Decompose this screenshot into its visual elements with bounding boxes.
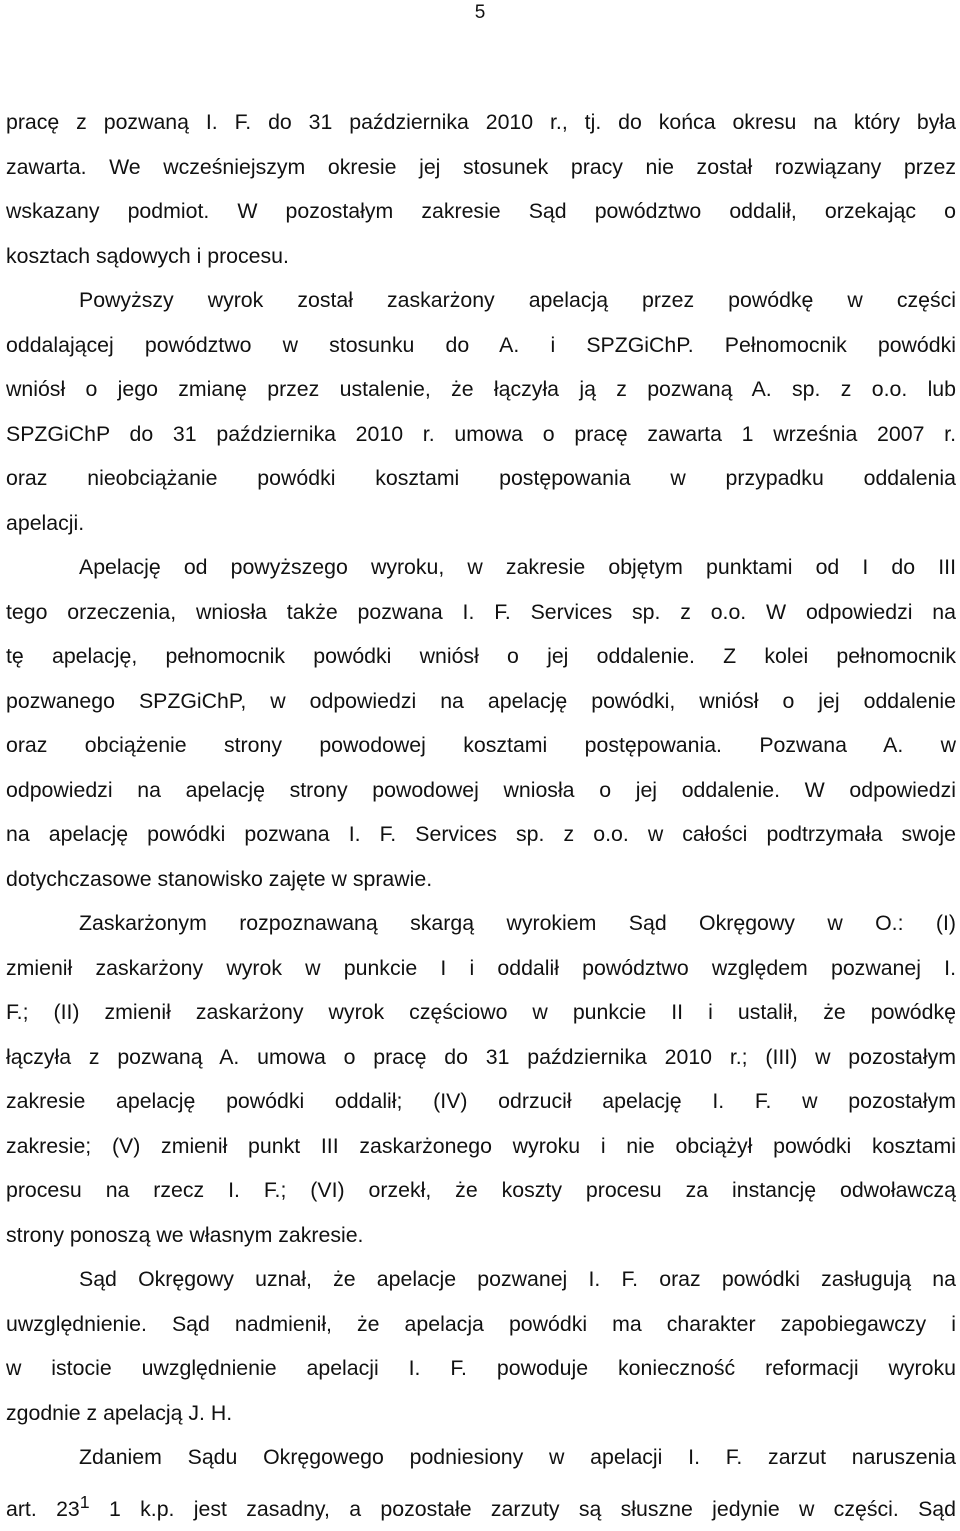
text-line: oddalającej powództwo w stosunku do A. i SPZGiChP. Pełnomocnik powódki: [6, 323, 956, 368]
text-line: pracę z pozwaną I. F. do 31 października 2010 r., tj. do końca okresu na który była: [6, 100, 956, 145]
text-line: odpowiedzi na apelację strony powodowej wniosła o jej oddalenie. W odpowiedzi: [6, 768, 956, 813]
text-line: oraz nieobciążanie powódki kosztami postępowania w przypadku oddalenia: [6, 456, 956, 501]
text-line: F.; (II) zmienił zaskarżony wyrok częściowo w punkcie II i ustalił, że powódkę: [6, 990, 956, 1035]
paragraph-start-line: Zdaniem Sądu Okręgowego podniesiony w apelacji I. F. zarzut naruszenia: [6, 1435, 956, 1480]
text-line: apelacji.: [6, 501, 956, 546]
text-line: zakresie apelację powódki oddalił; (IV) odrzucił apelację I. F. w pozostałym: [6, 1079, 956, 1124]
text-line: tego orzeczenia, wniosła także pozwana I. F. Services sp. z o.o. W odpowiedzi na: [6, 590, 956, 635]
paragraph-start-line: Apelację od powyższego wyroku, w zakresie objętym punktami od I do III: [6, 545, 956, 590]
paragraph-start-line: Powyższy wyrok został zaskarżony apelacją przez powódkę w części: [6, 278, 956, 323]
article-number: art. 23: [6, 1497, 80, 1521]
text-line: pozwanego SPZGiChP, w odpowiedzi na apelację powódki, wniósł o jej oddalenie: [6, 679, 956, 724]
text-line: kosztach sądowych i procesu.: [6, 234, 956, 279]
text-line-rest: 1 k.p. jest zasadny, a pozostałe zarzuty są słuszne jedynie w części. Sąd: [90, 1497, 956, 1521]
paragraph-start-line: Zaskarżonym rozpoznawaną skargą wyrokiem Sąd Okręgowy w O.: (I): [6, 901, 956, 946]
text-line: wskazany podmiot. W pozostałym zakresie Sąd powództwo oddalił, orzekając o: [6, 189, 956, 234]
text-line: procesu na rzecz I. F.; (VI) orzekł, że koszty procesu za instancję odwoławczą: [6, 1168, 956, 1213]
text-line: zakresie; (V) zmienił punkt III zaskarżonego wyroku i nie obciążył powódki kosztami: [6, 1124, 956, 1169]
text-line: łączyła z pozwaną A. umowa o pracę do 31 października 2010 r.; (III) w pozostałym: [6, 1035, 956, 1080]
article-superscript: 1: [80, 1492, 90, 1512]
text-line: wniósł o jego zmianę przez ustalenie, że łączyła ją z pozwaną A. sp. z o.o. lub: [6, 367, 956, 412]
text-line: oraz obciążenie strony powodowej kosztami postępowania. Pozwana A. w: [6, 723, 956, 768]
text-line: tę apelację, pełnomocnik powódki wniósł o jej oddalenie. Z kolei pełnomocnik: [6, 634, 956, 679]
text-line: w istocie uwzględnienie apelacji I. F. powoduje konieczność reformacji wyroku: [6, 1346, 956, 1391]
text-line: uwzględnienie. Sąd nadmienił, że apelacja powódki ma charakter zapobiegawczy i: [6, 1302, 956, 1347]
text-line: SPZGiChP do 31 października 2010 r. umowa o pracę zawarta 1 września 2007 r.: [6, 412, 956, 457]
text-line: na apelację powódki pozwana I. F. Services sp. z o.o. w całości podtrzymała swoje: [6, 812, 956, 857]
paragraph-start-line: Sąd Okręgowy uznał, że apelacje pozwanej I. F. oraz powódki zasługują na: [6, 1257, 956, 1302]
text-line: zgodnie z apelacją J. H.: [6, 1391, 956, 1436]
text-line: zawarta. We wcześniejszym okresie jej stosunek pracy nie został rozwiązany przez: [6, 145, 956, 190]
text-line: zmienił zaskarżony wyrok w punkcie I i oddalił powództwo względem pozwanej I.: [6, 946, 956, 991]
document-body: [6, 100, 956, 1531]
text-line: [6, 1480, 956, 1531]
text-line: strony ponoszą we własnym zakresie.: [6, 1213, 956, 1258]
page-number: 5: [0, 2, 960, 24]
text-line: dotychczasowe stanowisko zajęte w sprawie.: [6, 857, 956, 902]
